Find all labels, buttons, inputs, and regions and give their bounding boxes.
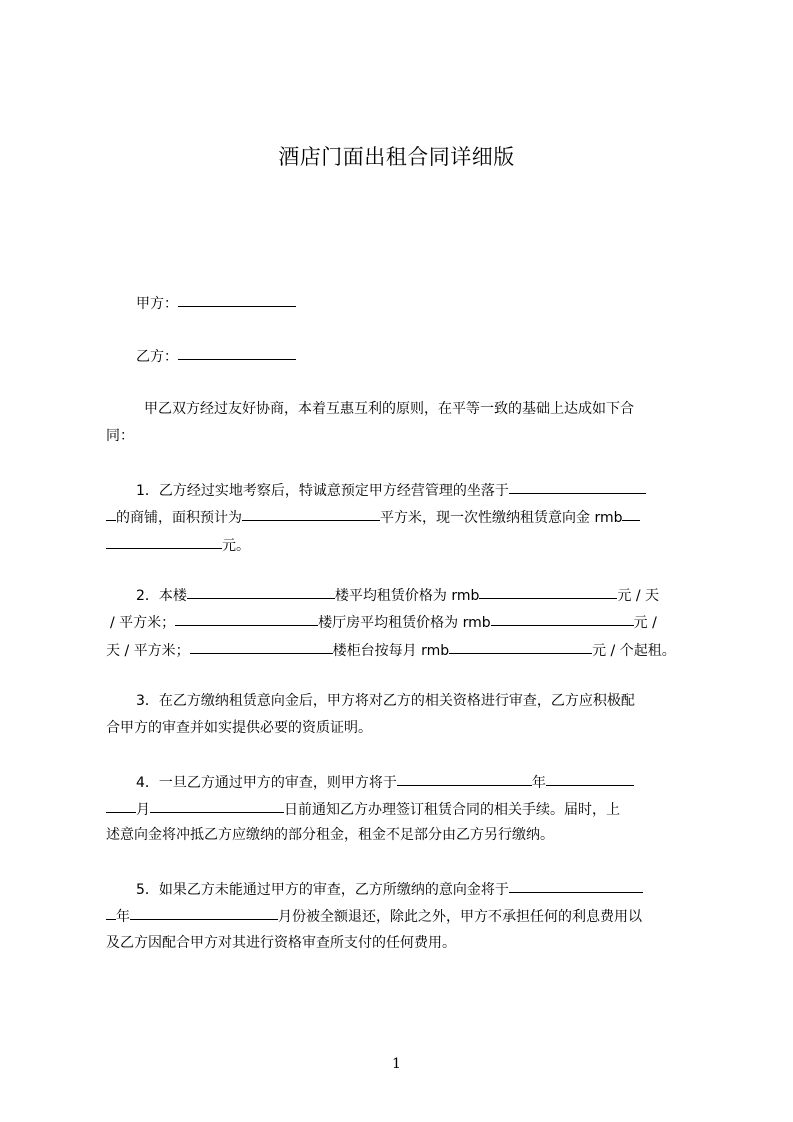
clause-3-line-1: 3．在乙方缴纳租赁意向金后，甲方将对乙方的相关资格进行审查，乙方应积极配: [136, 693, 635, 709]
clause-4-line-3: 述意向金将冲抵乙方应缴纳的部分租金，租金不足部分由乙方另行缴纳。: [106, 827, 554, 843]
clause-2-line-3: [106, 640, 676, 660]
clause-4-line-2: [106, 799, 620, 819]
clause-5-line-3: 及乙方因配合甲方对其进行资格审查所支付的任何费用。: [106, 935, 456, 951]
floor-blank-2[interactable]: [175, 611, 318, 626]
party-b-blank[interactable]: [178, 345, 296, 360]
clause-1-text-2: 的商铺，面积预计为: [116, 510, 242, 526]
clause-4-line-1: [136, 772, 634, 792]
document-title: 酒店门面出租合同详细版: [278, 145, 515, 169]
counter-price-blank[interactable]: [449, 639, 592, 654]
clause-5-line-2: [106, 906, 642, 926]
notice-month-blank[interactable]: [546, 771, 634, 786]
clause-5-text-3: 月份被全额退还，除此之外，甲方不承担任何的利息费用以: [278, 909, 642, 925]
clause-3-line-2: 合甲方的审查并如实提供必要的资质证明。: [106, 720, 372, 736]
party-b-line: [136, 346, 296, 366]
clause-2-text-4: / 平方米；: [110, 615, 176, 631]
party-a-label: 甲方：: [136, 296, 178, 312]
clause-1-text-4: 元。: [222, 538, 250, 554]
intro-line-2: 同：: [106, 428, 134, 444]
clause-1-line-1: [136, 480, 646, 500]
clause-1-text-1: 1．乙方经过实地考察后，特诚意预定甲方经营管理的坐落于: [136, 483, 509, 499]
deposit-blank-cont[interactable]: [106, 534, 222, 549]
page-number: 1: [392, 1056, 401, 1072]
clause-1-text-3: 平方米，现一次性缴纳租赁意向金 rmb: [380, 510, 623, 526]
notice-day-blank[interactable]: [150, 798, 284, 813]
clause-4-text-1: 4．一旦乙方通过甲方的审查，则甲方将于: [136, 775, 397, 791]
deposit-blank[interactable]: [622, 506, 640, 521]
notice-year-blank[interactable]: [397, 771, 532, 786]
clause-2-line-1: [136, 585, 659, 605]
floor-blank-3[interactable]: [190, 639, 333, 654]
notice-month-blank-cont[interactable]: [106, 798, 136, 813]
clause-4-text-3: 月: [136, 802, 150, 818]
room-price-blank[interactable]: [491, 611, 634, 626]
location-blank[interactable]: [509, 479, 646, 494]
area-blank[interactable]: [242, 506, 380, 521]
clause-2-text-1: 2．本楼: [136, 588, 187, 604]
clause-2-text-7: 天 / 平方米；: [106, 643, 190, 659]
intro-line-1: 甲乙双方经过友好协商，本着互惠互利的原则，在平等一致的基础上达成如下合: [144, 401, 634, 417]
clause-2-text-9: 元 / 个起租。: [592, 643, 676, 659]
clause-5-text-2: 年: [116, 909, 130, 925]
clause-5-line-1: [136, 879, 643, 899]
clause-4-text-4: 日前通知乙方办理签订租赁合同的相关手续。届时，上: [284, 802, 620, 818]
party-b-label: 乙方：: [136, 349, 178, 365]
clause-1-line-2: [106, 507, 640, 527]
refund-year-blank[interactable]: [509, 878, 643, 893]
refund-month-blank[interactable]: [130, 905, 278, 920]
party-a-line: [136, 293, 296, 313]
refund-year-blank-cont[interactable]: [106, 905, 116, 920]
location-blank-cont[interactable]: [106, 506, 116, 521]
clause-1-line-3: [106, 535, 250, 555]
party-a-blank[interactable]: [178, 292, 296, 307]
clause-2-text-5: 楼厅房平均租赁价格为 rmb: [318, 615, 491, 631]
floor-blank-1[interactable]: [187, 584, 335, 599]
clause-2-text-2: 楼平均租赁价格为 rmb: [334, 588, 480, 604]
clause-2-line-2: [110, 612, 657, 632]
clause-5-text-1: 5．如果乙方未能通过甲方的审查，乙方所缴纳的意向金将于: [136, 882, 509, 898]
clause-2-text-8: 楼柜台按每月 rmb: [332, 643, 450, 659]
avg-price-blank[interactable]: [479, 584, 617, 599]
clause-4-text-2: 年: [531, 775, 546, 791]
clause-2-text-3: 元 / 天: [617, 588, 660, 604]
clause-2-text-6: 元 /: [633, 615, 657, 631]
